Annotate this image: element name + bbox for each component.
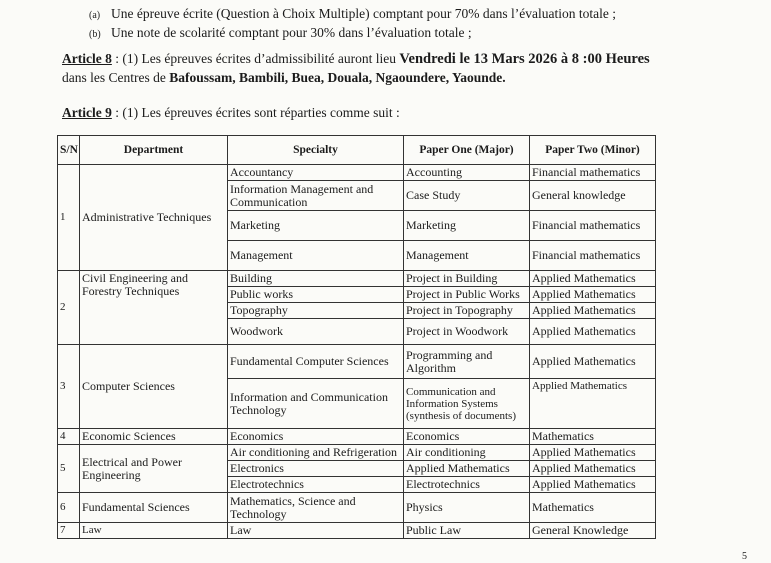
paper-one-cell: Economics [404,429,530,445]
table-row [58,271,656,287]
sn-cell: 4 [58,429,80,445]
paper-one-cell: Project in Public Works [404,287,530,303]
department-cell: Administrative Techniques [80,165,228,271]
list-text: Une épreuve écrite (Question à Choix Multiple) comptant pour 70% dans l’évaluation totale ; [111,6,616,21]
sn-cell: 5 [58,445,80,493]
paper-two-cell: Mathematics [530,429,656,445]
paper-one-cell: Accounting [404,165,530,181]
table-row [58,345,656,379]
table-row [58,493,656,523]
specialty-cell: Fundamental Computer Sciences [228,345,404,379]
specialty-cell: Marketing [228,211,404,241]
specialty-cell: Information Management and Communication [228,181,404,211]
table-row [58,445,656,461]
paper-two-cell: Applied Mathematics [530,287,656,303]
article-8-line-2 [62,70,506,86]
paper-two-cell: Financial mathematics [530,165,656,181]
article-8-line-1 [62,51,650,68]
header-paper-two: Paper Two (Minor) [530,136,656,165]
paper-two-cell: Applied Mathematics [530,477,656,493]
sn-cell: 3 [58,345,80,429]
paper-one-cell: Case Study [404,181,530,211]
specialty-cell: Public works [228,287,404,303]
paper-one-cell: Management [404,241,530,271]
article-8-text: : (1) Les épreuves écrites d’admissibilité auront lieu [111,51,400,66]
paper-one-cell: Public Law [404,523,530,539]
paper-two-cell: Applied Mathematics [530,345,656,379]
paper-one-cell: Project in Building [404,271,530,287]
department-cell: Computer Sciences [80,345,228,429]
article-9-label: Article 9 [62,105,112,120]
paper-one-cell: Applied Mathematics [404,461,530,477]
paper-two-cell: Applied Mathematics [530,319,656,345]
table-row [58,429,656,445]
article-8-label: Article 8 [62,51,112,66]
paper-one-cell: Communication and Information Systems (synthesis of documents) [404,379,530,429]
header-department: Department [80,136,228,165]
list-item-a [89,6,616,22]
header-sn: S/N [58,136,80,165]
specialty-cell: Mathematics, Science and Technology [228,493,404,523]
specialty-cell: Management [228,241,404,271]
department-cell: Fundamental Sciences [80,493,228,523]
paper-two-cell: General knowledge [530,181,656,211]
paper-two-cell: Applied Mathematics [530,271,656,287]
department-cell: Economic Sciences [80,429,228,445]
list-item-b [89,25,472,41]
paper-one-cell: Marketing [404,211,530,241]
exam-table-wrapper [57,135,655,546]
paper-two-cell: Applied Mathematics [530,379,656,429]
paper-two-cell: Applied Mathematics [530,303,656,319]
paper-one-cell: Project in Topography [404,303,530,319]
specialty-cell: Economics [228,429,404,445]
page-number: 5 [742,551,747,562]
exam-table [57,135,656,539]
paper-two-cell: General Knowledge [530,523,656,539]
list-marker: (a) [89,10,101,21]
list-text: Une note de scolarité comptant pour 30% dans l’évaluation totale ; [111,25,472,40]
article-9 [62,105,400,121]
specialty-cell: Electrotechnics [228,477,404,493]
sn-cell: 2 [58,271,80,345]
specialty-cell: Information and Communication Technology [228,379,404,429]
specialty-cell: Topography [228,303,404,319]
sn-cell: 1 [58,165,80,271]
specialty-cell: Law [228,523,404,539]
paper-one-cell: Programming and Algorithm [404,345,530,379]
sn-cell: 7 [58,523,80,539]
department-cell: Electrical and Power Engineering [80,445,228,493]
table-row [58,523,656,539]
specialty-cell: Electronics [228,461,404,477]
table-header-row [58,136,656,165]
specialty-cell: Accountancy [228,165,404,181]
header-specialty: Specialty [228,136,404,165]
paper-two-cell: Applied Mathematics [530,445,656,461]
specialty-cell: Air conditioning and Refrigeration [228,445,404,461]
paper-one-cell: Project in Woodwork [404,319,530,345]
paper-two-cell: Applied Mathematics [530,461,656,477]
specialty-cell: Woodwork [228,319,404,345]
specialty-cell: Building [228,271,404,287]
sn-cell: 6 [58,493,80,523]
article-9-text: : (1) Les épreuves écrites sont réparties comme suit : [111,105,400,120]
paper-one-cell: Electrotechnics [404,477,530,493]
paper-one-cell: Air conditioning [404,445,530,461]
paper-one-cell: Physics [404,493,530,523]
article-8-centres: Bafoussam, Bambili, Buea, Douala, Ngaoundere, Yaounde. [169,70,506,85]
article-8-text-2: dans les Centres de [62,70,170,85]
department-cell: Law [80,523,228,539]
paper-two-cell: Financial mathematics [530,211,656,241]
list-marker: (b) [89,29,101,40]
paper-two-cell: Financial mathematics [530,241,656,271]
paper-two-cell: Mathematics [530,493,656,523]
department-cell: Civil Engineering and Forestry Techniques [80,271,228,345]
article-8-date: Vendredi le 13 Mars 2026 à 8 :00 Heures [399,51,650,67]
header-paper-one: Paper One (Major) [404,136,530,165]
table-row [58,165,656,181]
